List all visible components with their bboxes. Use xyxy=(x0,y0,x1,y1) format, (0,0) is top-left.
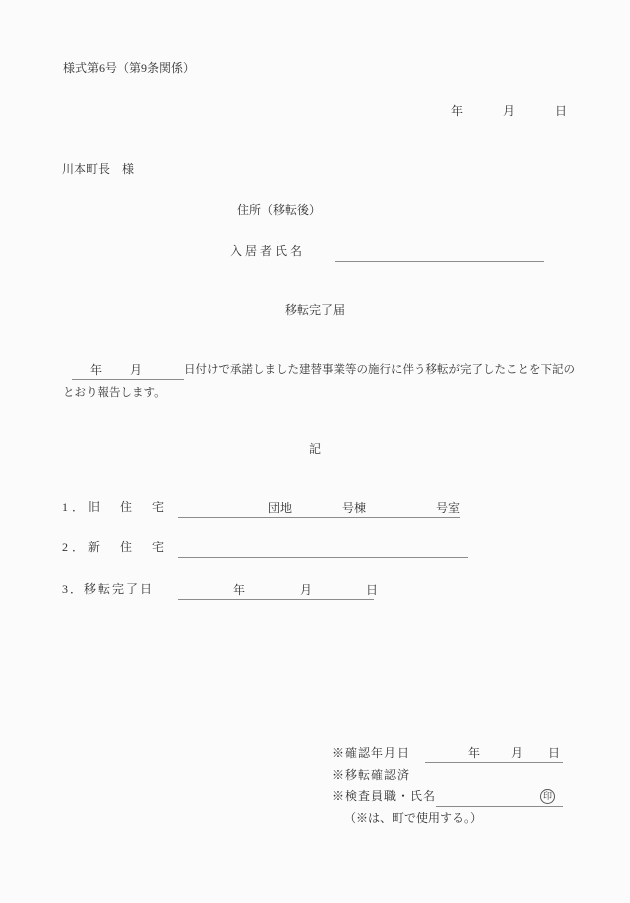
completion-year-label: 年 xyxy=(233,583,246,597)
body-date-year-label: 年 xyxy=(90,363,103,377)
completion-month-label: 月 xyxy=(300,583,313,597)
resident-name-blank-line xyxy=(335,243,544,262)
form-title: 移転完了届 xyxy=(284,303,345,317)
office-confirm-month-label: 月 xyxy=(511,746,524,760)
item-old-housing-blank-line xyxy=(178,498,460,518)
form-number: 様式第6号（第9条関係） xyxy=(63,61,196,75)
item-completion-date-label: 3．移転完了日 xyxy=(62,582,155,596)
body-date-blank-line xyxy=(72,361,184,380)
header-date-month-label: 月 xyxy=(502,104,515,118)
body-text-line1: 日付けで承諾しました建替事業等の施行に伴う移転が完了したことを下記の xyxy=(184,364,575,376)
body-text-line2: とおり報告します。 xyxy=(63,387,166,399)
addressee: 川本町長 様 xyxy=(62,162,135,176)
address-after-move-label: 住所（移転後） xyxy=(237,203,322,217)
completion-day-label: 日 xyxy=(365,583,378,597)
room-number-label: 号室 xyxy=(435,501,460,515)
header-date-day-label: 日 xyxy=(554,104,567,118)
record-heading: 記 xyxy=(308,442,321,456)
item-new-housing-label: 2．新 住 宅 xyxy=(62,540,169,554)
building-number-label: 号棟 xyxy=(342,501,367,515)
office-confirm-date-label: ※確認年月日 xyxy=(332,746,411,760)
header-date-line xyxy=(451,104,567,119)
office-confirm-date-blank-line xyxy=(425,745,563,763)
header-date-year-label: 年 xyxy=(451,104,464,118)
office-confirm-day-label: 日 xyxy=(547,746,560,760)
body-date-month-label: 月 xyxy=(130,363,143,377)
office-relocation-confirmed-label: ※移転確認済 xyxy=(332,768,411,782)
resident-name-label: 入 居 者 氏 名 xyxy=(230,244,303,258)
item-old-housing-label: 1．旧 住 宅 xyxy=(62,500,169,514)
office-use-note: （※は、町で使用する。） xyxy=(344,811,483,825)
item-completion-date-blank-line xyxy=(178,580,378,600)
seal-icon: 印 xyxy=(540,789,555,804)
office-inspector-label: ※検査員職・氏名 xyxy=(332,789,437,803)
office-inspector-blank-line xyxy=(436,789,563,807)
item-new-housing-blank-line xyxy=(178,538,468,558)
danchi-label: 団地 xyxy=(268,501,293,515)
office-confirm-year-label: 年 xyxy=(468,746,481,760)
